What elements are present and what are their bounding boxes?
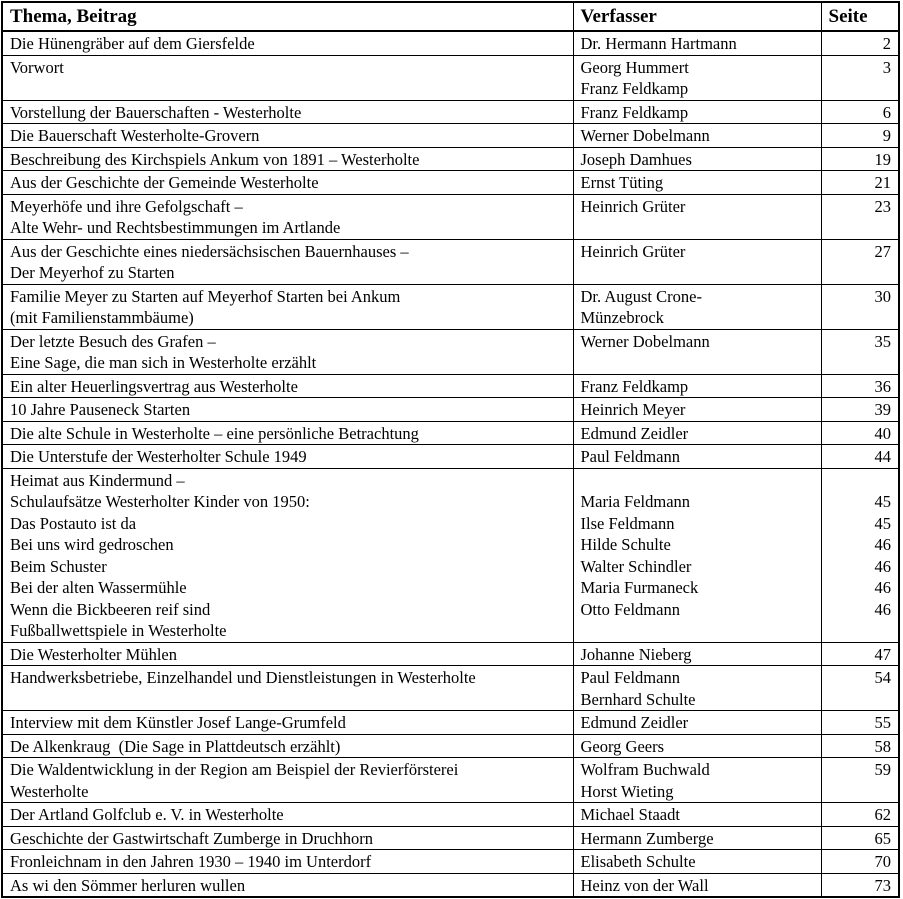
text-line: Georg Hummert — [580, 57, 689, 77]
text-line: Wolfram Buchwald — [580, 760, 710, 779]
verfasser-cell — [573, 31, 821, 55]
seite-cell — [821, 666, 899, 711]
text-line: 54 — [874, 668, 891, 687]
text-line: Interview mit dem Künstler Josef Lange-Grumfeld — [10, 713, 346, 732]
seite-cell — [821, 239, 899, 284]
table-row — [2, 803, 899, 827]
text-line — [581, 470, 814, 492]
text-line: Die alte Schule in Westerholte – eine persönliche Betrachtung — [10, 423, 419, 443]
table-row — [2, 55, 899, 100]
text-line: Werner Dobelmann — [580, 126, 710, 145]
text-line: Die Westerholter Mühlen — [10, 644, 177, 664]
thema-cell — [2, 284, 573, 329]
text-line: Aus der Geschichte eines niedersächsischen Bauernhauses – — [10, 241, 409, 261]
table-row — [2, 124, 899, 148]
text-line: 30 — [874, 286, 891, 306]
table-row — [2, 711, 899, 735]
text-line: 62 — [874, 805, 891, 824]
text-line — [829, 470, 892, 492]
text-line: 73 — [874, 875, 891, 895]
table-row — [2, 734, 899, 758]
header-row — [2, 2, 899, 31]
verfasser-cell — [573, 329, 821, 374]
text-line: Georg Geers — [580, 736, 665, 756]
verfasser-cell — [573, 421, 821, 445]
text-line: 21 — [874, 173, 891, 192]
seite-cell — [821, 31, 899, 55]
thema-cell — [2, 124, 573, 148]
thema-cell — [2, 666, 573, 711]
seite-cell — [821, 642, 899, 666]
verfasser-cell — [573, 734, 821, 758]
thema-cell — [2, 239, 573, 284]
seite-cell — [821, 171, 899, 195]
text-line: Die Unterstufe der Westerholter Schule 1949 — [10, 447, 307, 466]
seite-cell — [821, 803, 899, 827]
thema-cell — [2, 194, 573, 239]
text-line: Ilse Feldmann — [580, 513, 675, 533]
text-line: Schulaufsätze Westerholter Kinder von 1950: — [10, 492, 310, 511]
text-line: 19 — [874, 149, 891, 169]
verfasser-cell — [573, 100, 821, 124]
text-line: Beim Schuster — [10, 556, 107, 576]
table-row — [2, 100, 899, 124]
thema-cell — [2, 734, 573, 758]
text-line: Edmund Zeidler — [580, 713, 689, 732]
seite-cell — [821, 329, 899, 374]
text-line — [829, 620, 892, 642]
text-line: As wi den Sömmer herluren wullen — [10, 875, 246, 895]
seite-cell — [821, 100, 899, 124]
text-line: 46 — [874, 578, 891, 597]
verfasser-cell — [573, 666, 821, 711]
thema-cell — [2, 147, 573, 171]
seite-cell — [821, 711, 899, 735]
verfasser-cell — [573, 398, 821, 422]
table-row — [2, 329, 899, 374]
text-line: Joseph Damhues — [580, 149, 692, 169]
thema-cell — [2, 329, 573, 374]
text-line: Heinrich Meyer — [580, 400, 686, 419]
text-line: 39 — [874, 400, 891, 419]
verfasser-cell — [573, 850, 821, 874]
text-line: Wenn die Bickbeeren reif sind — [10, 599, 211, 619]
thema-cell — [2, 468, 573, 642]
text-line: Paul Feldmann — [580, 668, 680, 687]
text-line: Die Waldentwicklung in der Region am Beispiel der Revierförsterei — [10, 760, 459, 779]
text-line: Familie Meyer zu Starten auf Meyerhof Starten bei Ankum — [10, 286, 401, 306]
table-row — [2, 421, 899, 445]
verfasser-cell — [573, 239, 821, 284]
text-line: Otto Feldmann — [580, 599, 680, 619]
thema-cell — [2, 758, 573, 803]
table-row — [2, 374, 899, 398]
text-line: 3 — [882, 57, 891, 77]
thema-cell — [2, 826, 573, 850]
text-line: Fronleichnam in den Jahren 1930 – 1940 im Unterdorf — [10, 852, 372, 871]
text-line: Heinrich Grüter — [580, 241, 686, 261]
thema-cell — [2, 642, 573, 666]
text-line: Aus der Geschichte der Gemeinde Westerholte — [10, 173, 319, 192]
thema-cell — [2, 31, 573, 55]
table-row — [2, 642, 899, 666]
text-line: 2 — [882, 34, 891, 53]
text-line: 27 — [874, 241, 891, 261]
seite-cell — [821, 850, 899, 874]
col-header-thema: Thema, Beitrag — [2, 2, 573, 31]
thema-cell — [2, 711, 573, 735]
text-line: 23 — [874, 196, 891, 216]
verfasser-cell — [573, 147, 821, 171]
verfasser-cell — [573, 374, 821, 398]
text-line: 9 — [882, 126, 891, 145]
text-line: 59 — [874, 760, 891, 779]
text-line: Der letzte Besuch des Grafen – — [10, 331, 216, 351]
text-line: 10 Jahre Pauseneck Starten — [10, 400, 191, 419]
table-header — [2, 2, 899, 31]
text-line: Das Postauto ist da — [10, 513, 137, 533]
seite-cell — [821, 194, 899, 239]
seite-cell — [821, 398, 899, 422]
col-header-seite: Seite — [821, 2, 899, 31]
seite-cell — [821, 873, 899, 897]
thema-cell — [2, 873, 573, 897]
text-line: Johanne Nieberg — [580, 644, 692, 664]
text-line: Dr. August Crone- — [580, 286, 702, 306]
seite-cell — [821, 147, 899, 171]
text-line: Heimat aus Kindermund – — [10, 470, 185, 490]
verfasser-cell — [573, 194, 821, 239]
text-line: Der Meyerhof zu Starten — [10, 263, 175, 282]
text-line: Heinz von der Wall — [580, 875, 709, 895]
text-line: Franz Feldkamp — [580, 79, 689, 98]
text-line: Die Bauerschaft Westerholte-Grovern — [10, 126, 260, 145]
verfasser-cell — [573, 124, 821, 148]
text-line: Der Artland Golfclub e. V. in Westerholte — [10, 805, 284, 824]
text-line: Maria Feldmann — [580, 492, 691, 511]
table-row — [2, 147, 899, 171]
text-line: 65 — [874, 828, 891, 848]
verfasser-cell — [573, 711, 821, 735]
thema-cell — [2, 100, 573, 124]
verfasser-cell — [573, 758, 821, 803]
text-line: 55 — [874, 713, 891, 732]
text-line: Die Hünengräber auf dem Giersfelde — [10, 34, 255, 53]
table-row — [2, 666, 899, 711]
text-line: Fußballwettspiele in Westerholte — [10, 621, 227, 640]
thema-cell — [2, 421, 573, 445]
verfasser-cell — [573, 803, 821, 827]
thema-cell — [2, 374, 573, 398]
seite-cell — [821, 445, 899, 469]
thema-cell — [2, 445, 573, 469]
text-line: Bei uns wird gedroschen — [10, 535, 174, 554]
thema-cell — [2, 398, 573, 422]
text-line: Horst Wieting — [580, 781, 674, 801]
text-line: Ein alter Heuerlingsvertrag aus Westerholte — [10, 376, 298, 396]
table-row — [2, 31, 899, 55]
thema-cell — [2, 803, 573, 827]
contents-table — [1, 1, 900, 898]
text-line: Walter Schindler — [580, 556, 692, 576]
table-row — [2, 398, 899, 422]
text-line: Handwerksbetriebe, Einzelhandel und Dienstleistungen in Westerholte — [10, 668, 476, 687]
text-line: Bei der alten Wassermühle — [10, 578, 187, 597]
text-line: 44 — [874, 447, 891, 466]
text-line: Beschreibung des Kirchspiels Ankum von 1891 – Westerholte — [10, 149, 420, 169]
table-row — [2, 850, 899, 874]
text-line: Michael Staadt — [580, 805, 680, 824]
table-row — [2, 284, 899, 329]
text-line: Maria Furmaneck — [580, 578, 699, 597]
text-line: Edmund Zeidler — [580, 423, 689, 443]
text-line: 46 — [874, 535, 891, 554]
text-line — [581, 620, 814, 642]
text-line: De Alkenkraug (Die Sage in Plattdeutsch erzählt) — [10, 736, 341, 756]
table-row — [2, 873, 899, 897]
verfasser-cell — [573, 468, 821, 642]
seite-cell — [821, 826, 899, 850]
verfasser-cell — [573, 445, 821, 469]
text-line: Hilde Schulte — [580, 535, 671, 554]
text-line: 58 — [874, 736, 891, 756]
text-line: Franz Feldkamp — [580, 376, 689, 396]
text-line: Vorstellung der Bauerschaften - Westerholte — [10, 102, 302, 122]
text-line: 46 — [874, 599, 891, 619]
text-line: Dr. Hermann Hartmann — [580, 34, 737, 53]
text-line: 36 — [874, 376, 891, 396]
text-line: Bernhard Schulte — [580, 689, 696, 709]
text-line: Hermann Zumberge — [580, 828, 714, 848]
text-line: Alte Wehr- und Rechtsbestimmungen im Artlande — [10, 218, 341, 237]
text-line: Elisabeth Schulte — [580, 852, 696, 871]
verfasser-cell — [573, 284, 821, 329]
text-line: 40 — [874, 423, 891, 443]
seite-cell — [821, 284, 899, 329]
text-line: Heinrich Grüter — [580, 196, 686, 216]
col-header-verfasser: Verfasser — [573, 2, 821, 31]
thema-cell — [2, 850, 573, 874]
table-row — [2, 171, 899, 195]
text-line: 45 — [874, 513, 891, 533]
seite-cell — [821, 55, 899, 100]
table-row — [2, 758, 899, 803]
table-row — [2, 445, 899, 469]
verfasser-cell — [573, 55, 821, 100]
verfasser-cell — [573, 826, 821, 850]
text-line: Geschichte der Gastwirtschaft Zumberge in Druchhorn — [10, 828, 374, 848]
text-line: 35 — [874, 331, 891, 351]
text-line: (mit Familienstammbäume) — [10, 308, 194, 327]
text-line: Münzebrock — [580, 308, 664, 327]
seite-cell — [821, 374, 899, 398]
seite-cell — [821, 124, 899, 148]
text-line: Werner Dobelmann — [580, 331, 710, 351]
thema-cell — [2, 55, 573, 100]
seite-cell — [821, 734, 899, 758]
thema-cell — [2, 171, 573, 195]
seite-cell — [821, 758, 899, 803]
text-line: Westerholte — [10, 781, 89, 801]
table-row — [2, 194, 899, 239]
text-line: 47 — [874, 644, 891, 664]
table-row — [2, 826, 899, 850]
seite-cell — [821, 468, 899, 642]
verfasser-cell — [573, 642, 821, 666]
toc-body — [2, 31, 899, 897]
seite-cell — [821, 421, 899, 445]
text-line: Eine Sage, die man sich in Westerholte erzählt — [10, 353, 317, 372]
text-line: 70 — [874, 852, 891, 871]
text-line: Paul Feldmann — [580, 447, 680, 466]
table-row — [2, 468, 899, 642]
text-line: Ernst Tüting — [580, 173, 664, 192]
verfasser-cell — [573, 873, 821, 897]
text-line: Meyerhöfe und ihre Gefolgschaft – — [10, 196, 243, 216]
text-line: 45 — [874, 492, 891, 511]
text-line: 6 — [882, 102, 891, 122]
text-line: 46 — [874, 556, 891, 576]
text-line: Franz Feldkamp — [580, 102, 689, 122]
verfasser-cell — [573, 171, 821, 195]
table-row — [2, 239, 899, 284]
text-line: Vorwort — [10, 57, 64, 77]
